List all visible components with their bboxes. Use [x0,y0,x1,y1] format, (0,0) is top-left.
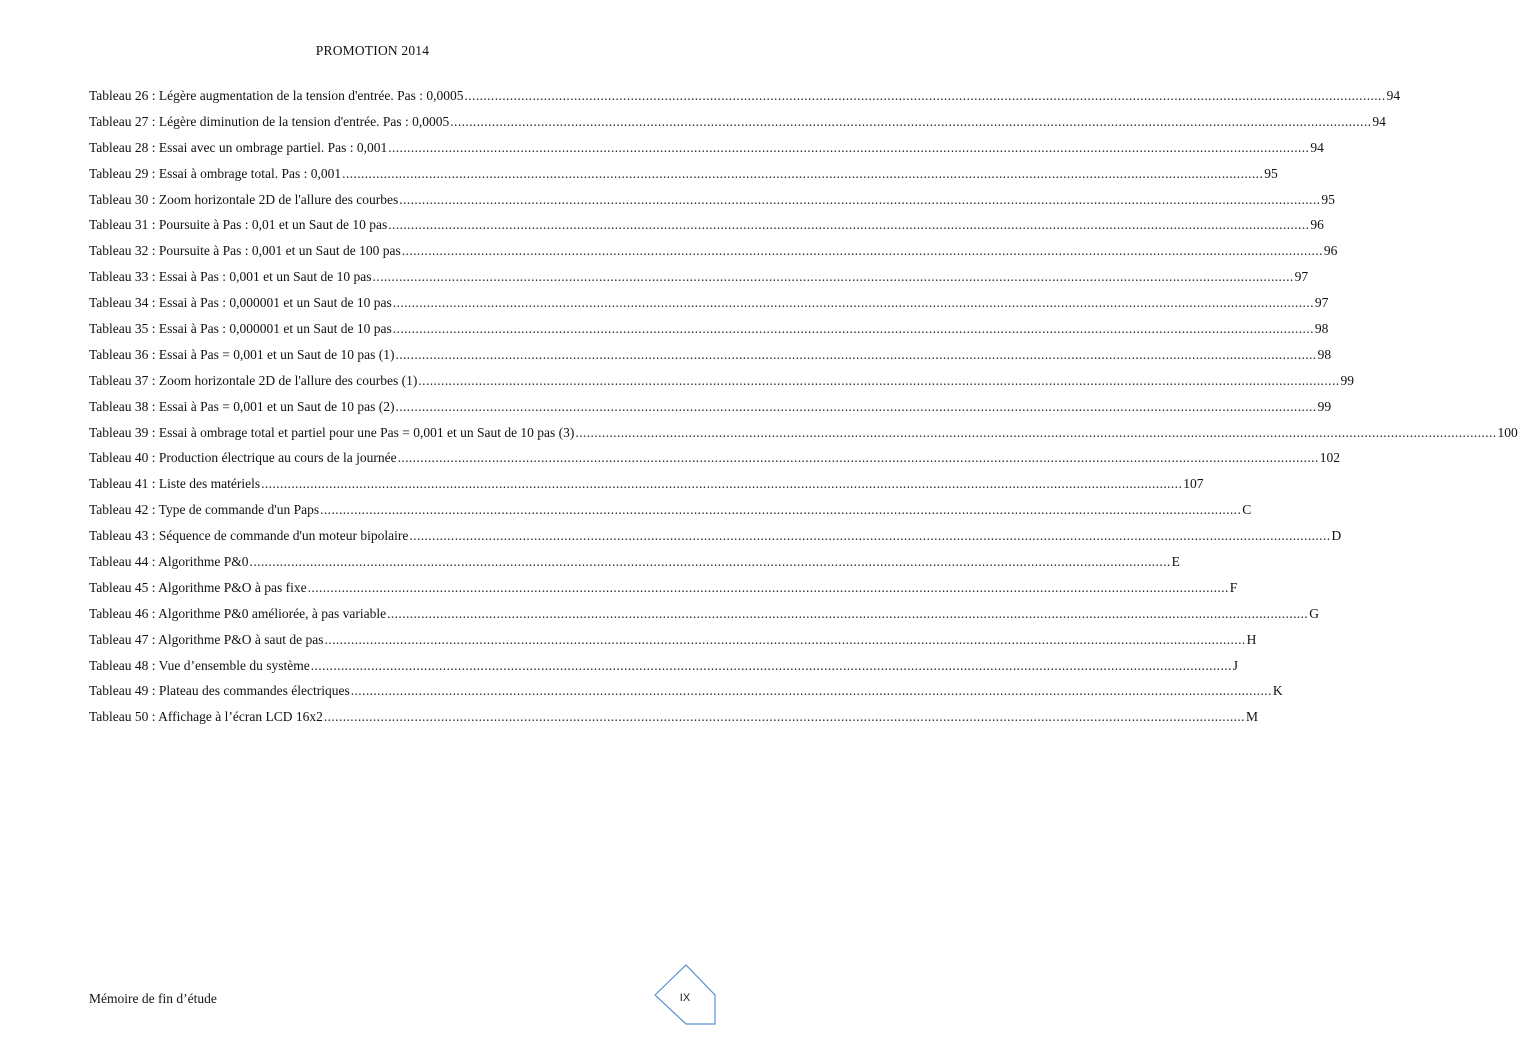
toc-entry-title: Tableau 49 : Plateau des commandes électriques [89,683,350,699]
toc-entry-page: 95 [1264,165,1278,181]
toc-entry[interactable] [89,476,1204,502]
toc-entry[interactable] [89,269,1309,295]
toc-entry-title: Tableau 34 : Essai à Pas : 0,000001 et un Saut de 10 pas [89,295,392,311]
toc-entry-page: 97 [1294,269,1309,285]
toc-dot-leader [250,554,1171,570]
toc-entry[interactable] [89,657,1239,684]
toc-entry-page: 96 [1310,217,1324,233]
table-of-tables [89,88,1518,735]
toc-entry-page: 107 [1183,476,1204,492]
toc-entry-title: Tableau 42 : Type de commande d'un Paps [89,502,320,518]
toc-entry[interactable] [89,398,1332,425]
toc-entry[interactable] [89,372,1354,399]
toc-dot-leader [575,425,1496,441]
toc-dot-leader [261,476,1182,492]
toc-entry-title: Tableau 31 : Poursuite à Pas : 0,01 et un Saut de 10 pas [89,217,388,233]
toc-entry-page: 97 [1314,295,1329,311]
toc-entry[interactable] [89,217,1324,243]
toc-entry-title: Tableau 39 : Essai à ombrage total et partiel pour une Pas = 0,001 et un Saut de 10 pas (3) [89,424,575,440]
toc-entry-title: Tableau 27 : Légère diminution de la tension d'entrée. Pas : 0,0005 [89,113,450,129]
toc-entry-title: Tableau 46 : Algorithme P&0 améliorée, à pas variable [89,605,387,621]
toc-entry-page: 94 [1372,113,1386,129]
toc-entry-title: Tableau 28 : Essai avec un ombrage partiel. Pas : 0,001 [89,139,388,155]
toc-dot-leader [342,166,1263,182]
toc-dot-leader [387,606,1308,622]
toc-dot-leader [465,88,1386,104]
toc-entry[interactable] [89,502,1252,528]
toc-entry[interactable] [89,139,1324,166]
toc-entry[interactable] [89,450,1340,476]
toc-entry[interactable] [89,554,1180,580]
toc-entry[interactable] [89,579,1238,606]
toc-entry-title: Tableau 40 : Production électrique au cours de la journée [89,450,397,466]
toc-entry-page: M [1245,709,1258,725]
toc-entry[interactable] [89,346,1332,373]
toc-entry[interactable] [89,191,1335,218]
toc-entry-page: H [1246,631,1257,647]
toc-entry[interactable] [89,321,1329,347]
toc-entry-page: 98 [1317,346,1332,362]
toc-entry[interactable] [89,631,1257,658]
toc-entry[interactable] [89,709,1258,735]
toc-entry[interactable] [89,528,1342,554]
toc-entry-title: Tableau 26 : Légère augmentation de la tension d'entrée. Pas : 0,0005 [89,88,464,103]
toc-dot-leader [388,140,1309,156]
toc-dot-leader [418,373,1339,389]
toc-entry[interactable] [89,88,1401,114]
page-number: IX [679,992,691,1004]
toc-dot-leader [393,321,1314,337]
toc-dot-leader [398,450,1319,466]
toc-dot-leader [311,658,1232,674]
toc-entry[interactable] [89,165,1278,192]
toc-entry-title: Tableau 41 : Liste des matériels [89,476,261,492]
toc-entry-page: E [1171,554,1180,570]
toc-entry-title: Tableau 36 : Essai à Pas = 0,001 et un Saut de 10 pas (1) [89,346,395,362]
toc-dot-leader [399,192,1320,208]
toc-entry[interactable] [89,683,1283,709]
toc-entry-title: Tableau 37 : Zoom horizontale 2D de l'allure des courbes (1) [89,372,418,388]
toc-entry-page: J [1232,657,1239,673]
toc-dot-leader [450,114,1371,130]
toc-entry-title: Tableau 50 : Affichage à l’écran LCD 16x2 [89,709,323,725]
toc-entry[interactable] [89,113,1386,140]
toc-entry-title: Tableau 47 : Algorithme P&O à saut de pas [89,631,324,647]
toc-entry-page: 95 [1321,191,1335,207]
toc-dot-leader [373,269,1294,285]
toc-entry-page: 94 [1310,139,1324,155]
toc-entry[interactable] [89,295,1329,321]
toc-dot-leader [351,683,1272,699]
toc-entry-title: Tableau 29 : Essai à ombrage total. Pas : 0,001 [89,165,342,181]
toc-dot-leader [409,528,1330,544]
toc-entry[interactable] [89,243,1338,269]
toc-entry[interactable] [89,605,1319,632]
toc-entry-page: C [1242,502,1252,518]
toc-dot-leader [393,295,1314,311]
toc-entry-page: 98 [1314,321,1329,337]
toc-dot-leader [325,632,1246,648]
toc-entry-page: 94 [1386,88,1401,103]
toc-entry-page: 99 [1317,398,1332,414]
toc-entry-title: Tableau 45 : Algorithme P&O à pas fixe [89,579,307,595]
toc-dot-leader [395,399,1316,415]
toc-entry-title: Tableau 30 : Zoom horizontale 2D de l'allure des courbes [89,191,399,207]
toc-entry-title: Tableau 43 : Séquence de commande d'un moteur bipolaire [89,528,409,544]
toc-entry-page: F [1229,579,1238,595]
toc-entry-page: K [1272,683,1283,699]
toc-entry-title: Tableau 38 : Essai à Pas = 0,001 et un Saut de 10 pas (2) [89,398,395,414]
toc-entry-page: D [1331,528,1342,544]
toc-entry-title: Tableau 44 : Algorithme P&0 [89,554,249,570]
toc-entry-title: Tableau 32 : Poursuite à Pas : 0,001 et un Saut de 100 pas [89,243,401,259]
toc-dot-leader [324,709,1245,725]
toc-dot-leader [395,347,1316,363]
toc-entry-page: 100 [1497,424,1518,440]
toc-entry-title: Tableau 35 : Essai à Pas : 0,000001 et un Saut de 10 pas [89,321,392,337]
toc-entry-title: Tableau 33 : Essai à Pas : 0,001 et un Saut de 10 pas [89,269,372,285]
toc-entry-page: G [1309,605,1319,621]
toc-entry-page: 96 [1323,243,1338,259]
toc-entry-page: 102 [1319,450,1340,466]
page-number-badge [652,963,718,1029]
toc-entry[interactable] [89,424,1518,451]
page-header: PROMOTION 2014 [315,43,430,58]
toc-entry-page: 99 [1340,372,1354,388]
toc-dot-leader [320,502,1241,518]
toc-dot-leader [402,243,1323,259]
toc-dot-leader [388,217,1309,233]
footer-title: Mémoire de fin d’étude [89,991,217,1006]
toc-dot-leader [308,580,1229,596]
toc-entry-title: Tableau 48 : Vue d’ensemble du système [89,657,310,673]
